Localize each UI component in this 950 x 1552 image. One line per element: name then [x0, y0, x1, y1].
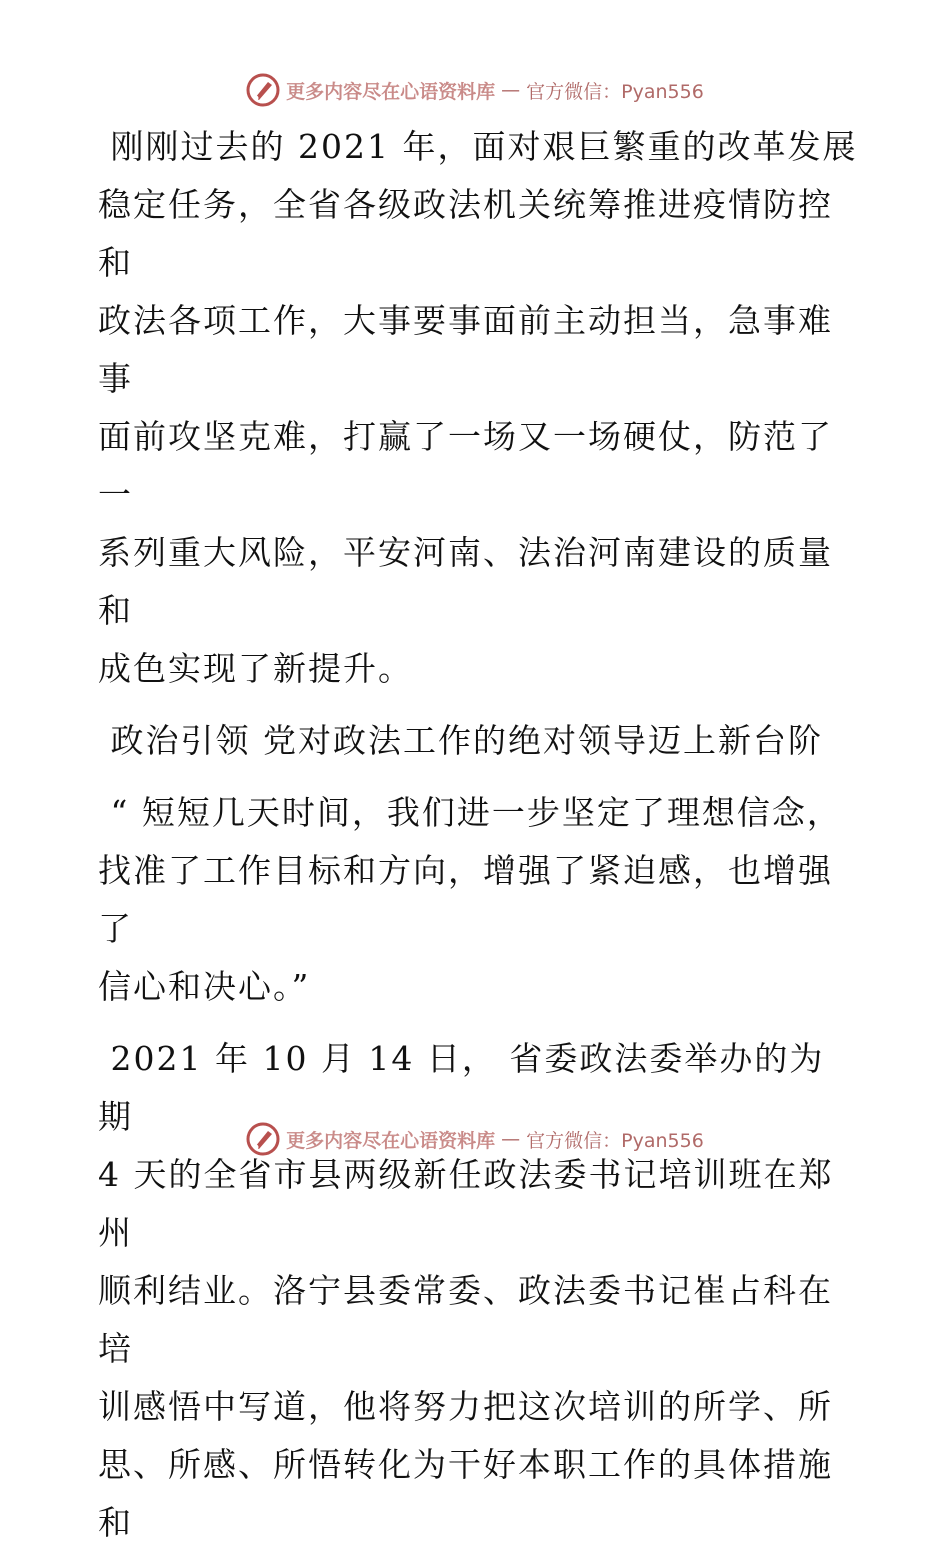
text-line: “ 短短几天时间，我们进一步坚定了理想信念， — [98, 793, 842, 832]
text-line: 政法各项工作，大事要事面前主动担当，急事难事 — [98, 301, 833, 398]
banner-contact: 官方微信：Pyan556 — [526, 80, 704, 103]
text-line: 2021 年 10 月 14 日， 省委政法委举办的为期 — [98, 1039, 825, 1136]
text-line: 顺利结业。洛宁县委常委、政法委书记崔占科在培 — [98, 1271, 833, 1368]
banner-text: 更多内容尽在心语资料库 — [286, 80, 496, 103]
footer-banner — [0, 1119, 950, 1159]
text-line: 思、所感、所悟转化为干好本职工作的具体措施和 — [98, 1445, 833, 1542]
text-line: 找准了工作目标和方向，增强了紧迫感，也增强了 — [98, 851, 833, 948]
banner-text: 更多内容尽在心语资料库 — [286, 1129, 496, 1152]
section-heading: 政治引领 党对政法工作的绝对领导迈上新台阶 — [98, 721, 823, 760]
document-body — [98, 118, 858, 1552]
text-line: 训感悟中写道，他将努力把这次培训的所学、所 — [98, 1387, 833, 1426]
quill-pen-logo-icon — [246, 1122, 280, 1156]
header-banner — [0, 70, 950, 110]
text-line: 刚刚过去的 2021 年，面对艰巨繁重的改革发展 — [98, 127, 858, 166]
paragraph-2 — [98, 784, 858, 1016]
text-line: 成色实现了新提升。 — [98, 649, 413, 688]
text-line: 信心和决心。” — [98, 967, 311, 1006]
text-line: 稳定任务，全省各级政法机关统筹推进疫情防控和 — [98, 185, 833, 282]
banner-dash: — — [501, 79, 521, 101]
quill-pen-logo-icon — [246, 73, 280, 107]
banner-dash: — — [501, 1128, 521, 1150]
text-line: 系列重大风险，平安河南、法治河南建设的质量和 — [98, 533, 833, 630]
paragraph-3 — [98, 1030, 858, 1552]
text-line: 面前攻坚克难，打赢了一场又一场硬仗，防范了一 — [98, 417, 833, 514]
paragraph-1 — [98, 118, 858, 698]
banner-contact: 官方微信：Pyan556 — [526, 1129, 704, 1152]
text-line: 4 天的全省市县两级新任政法委书记培训班在郑州 — [98, 1155, 834, 1252]
